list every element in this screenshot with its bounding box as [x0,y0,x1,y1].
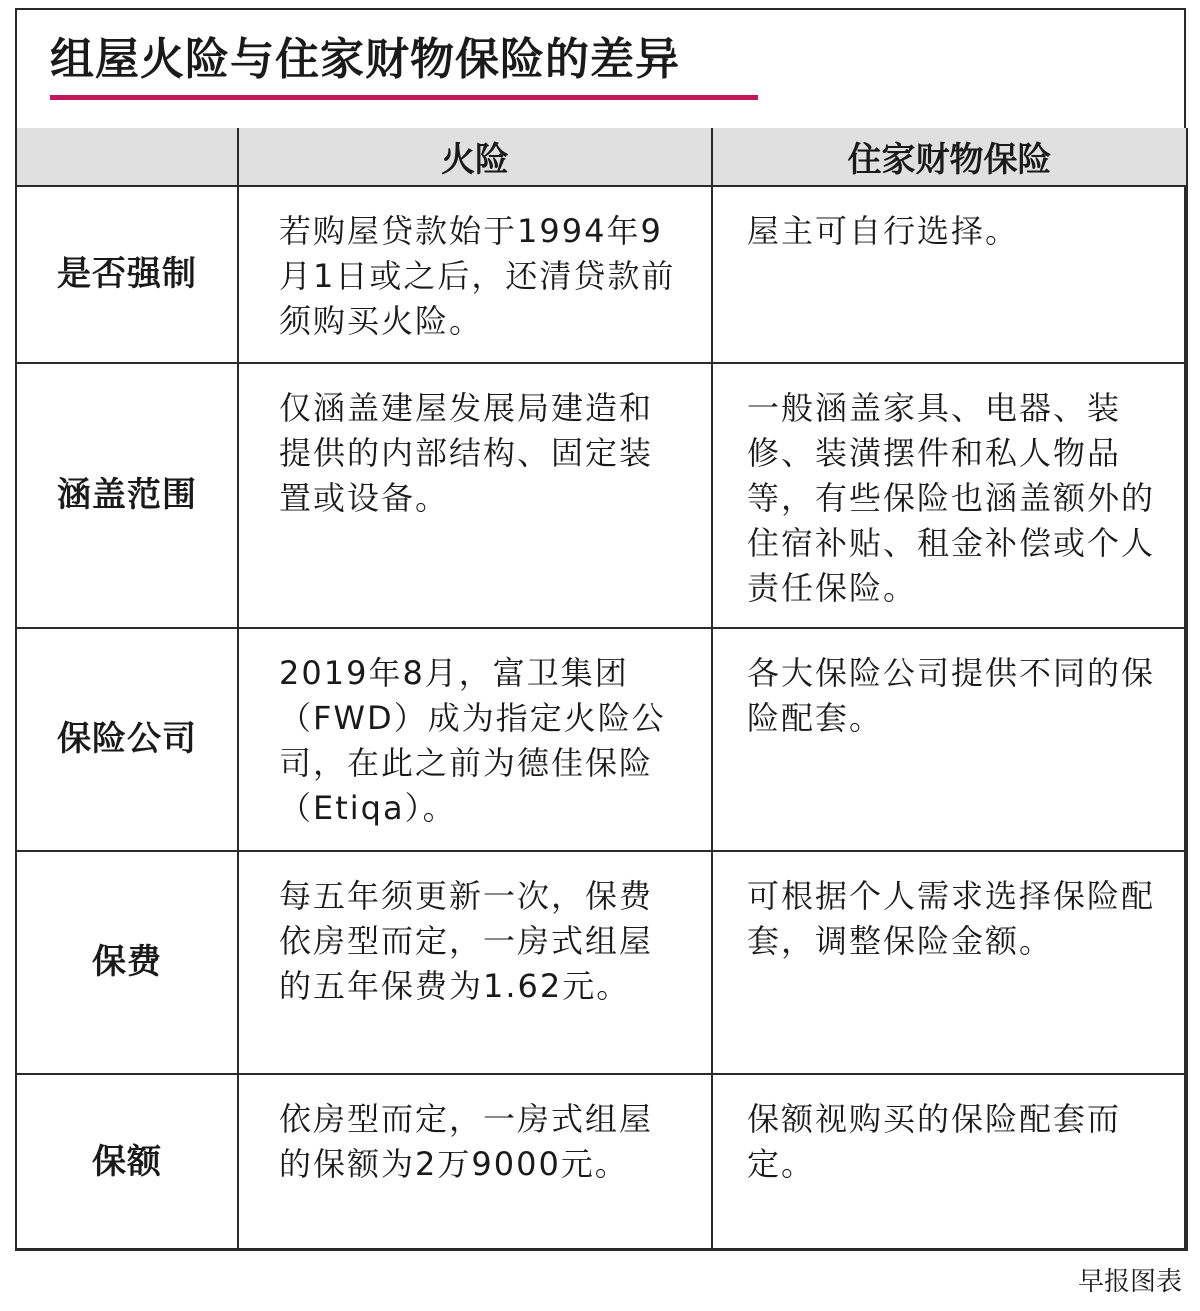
table-row [16,186,1187,363]
table-row [16,628,1187,851]
row-label: 保额 [16,1074,238,1250]
table-row [16,851,1187,1074]
table-header-home-contents-insurance: 住家财物保险 [712,128,1187,186]
fire-insurance-cell: 每五年须更新一次，保费依房型而定，一房式组屋的五年保费为1.62元。 [238,851,712,1074]
comparison-table [15,128,1188,1251]
fire-insurance-cell: 仅涵盖建屋发展局建造和提供的内部结构、固定装置或设备。 [238,363,712,628]
row-label: 保费 [16,851,238,1074]
row-label: 涵盖范围 [16,363,238,628]
table-header-corner [16,128,238,186]
home-insurance-cell: 保额视购买的保险配套而定。 [712,1074,1187,1250]
home-insurance-cell: 一般涵盖家具、电器、装修、装潢摆件和私人物品等，有些保险也涵盖额外的住宿补贴、租金补偿或个人责任保险。 [712,363,1187,628]
title-underline [50,95,758,100]
row-label: 是否强制 [16,186,238,363]
table-row [16,1074,1187,1250]
row-label: 保险公司 [16,628,238,851]
home-insurance-cell: 各大保险公司提供不同的保险配套。 [712,628,1187,851]
source-credit: 早报图表 [1077,1267,1182,1297]
fire-insurance-cell: 依房型而定，一房式组屋的保额为2万9000元。 [238,1074,712,1250]
page-title: 组屋火险与住家财物保险的差异 [50,34,680,85]
home-insurance-cell: 可根据个人需求选择保险配套，调整保险金额。 [712,851,1187,1074]
table-header-row [16,128,1187,186]
fire-insurance-cell: 若购屋贷款始于1994年9月1日或之后，还清贷款前须购买火险。 [238,186,712,363]
table-row [16,363,1187,628]
home-insurance-cell: 屋主可自行选择。 [712,186,1187,363]
table-header-fire-insurance: 火险 [238,128,712,186]
fire-insurance-cell: 2019年8月，富卫集团（FWD）成为指定火险公司，在此之前为德佳保险（Etiqa）。 [238,628,712,851]
